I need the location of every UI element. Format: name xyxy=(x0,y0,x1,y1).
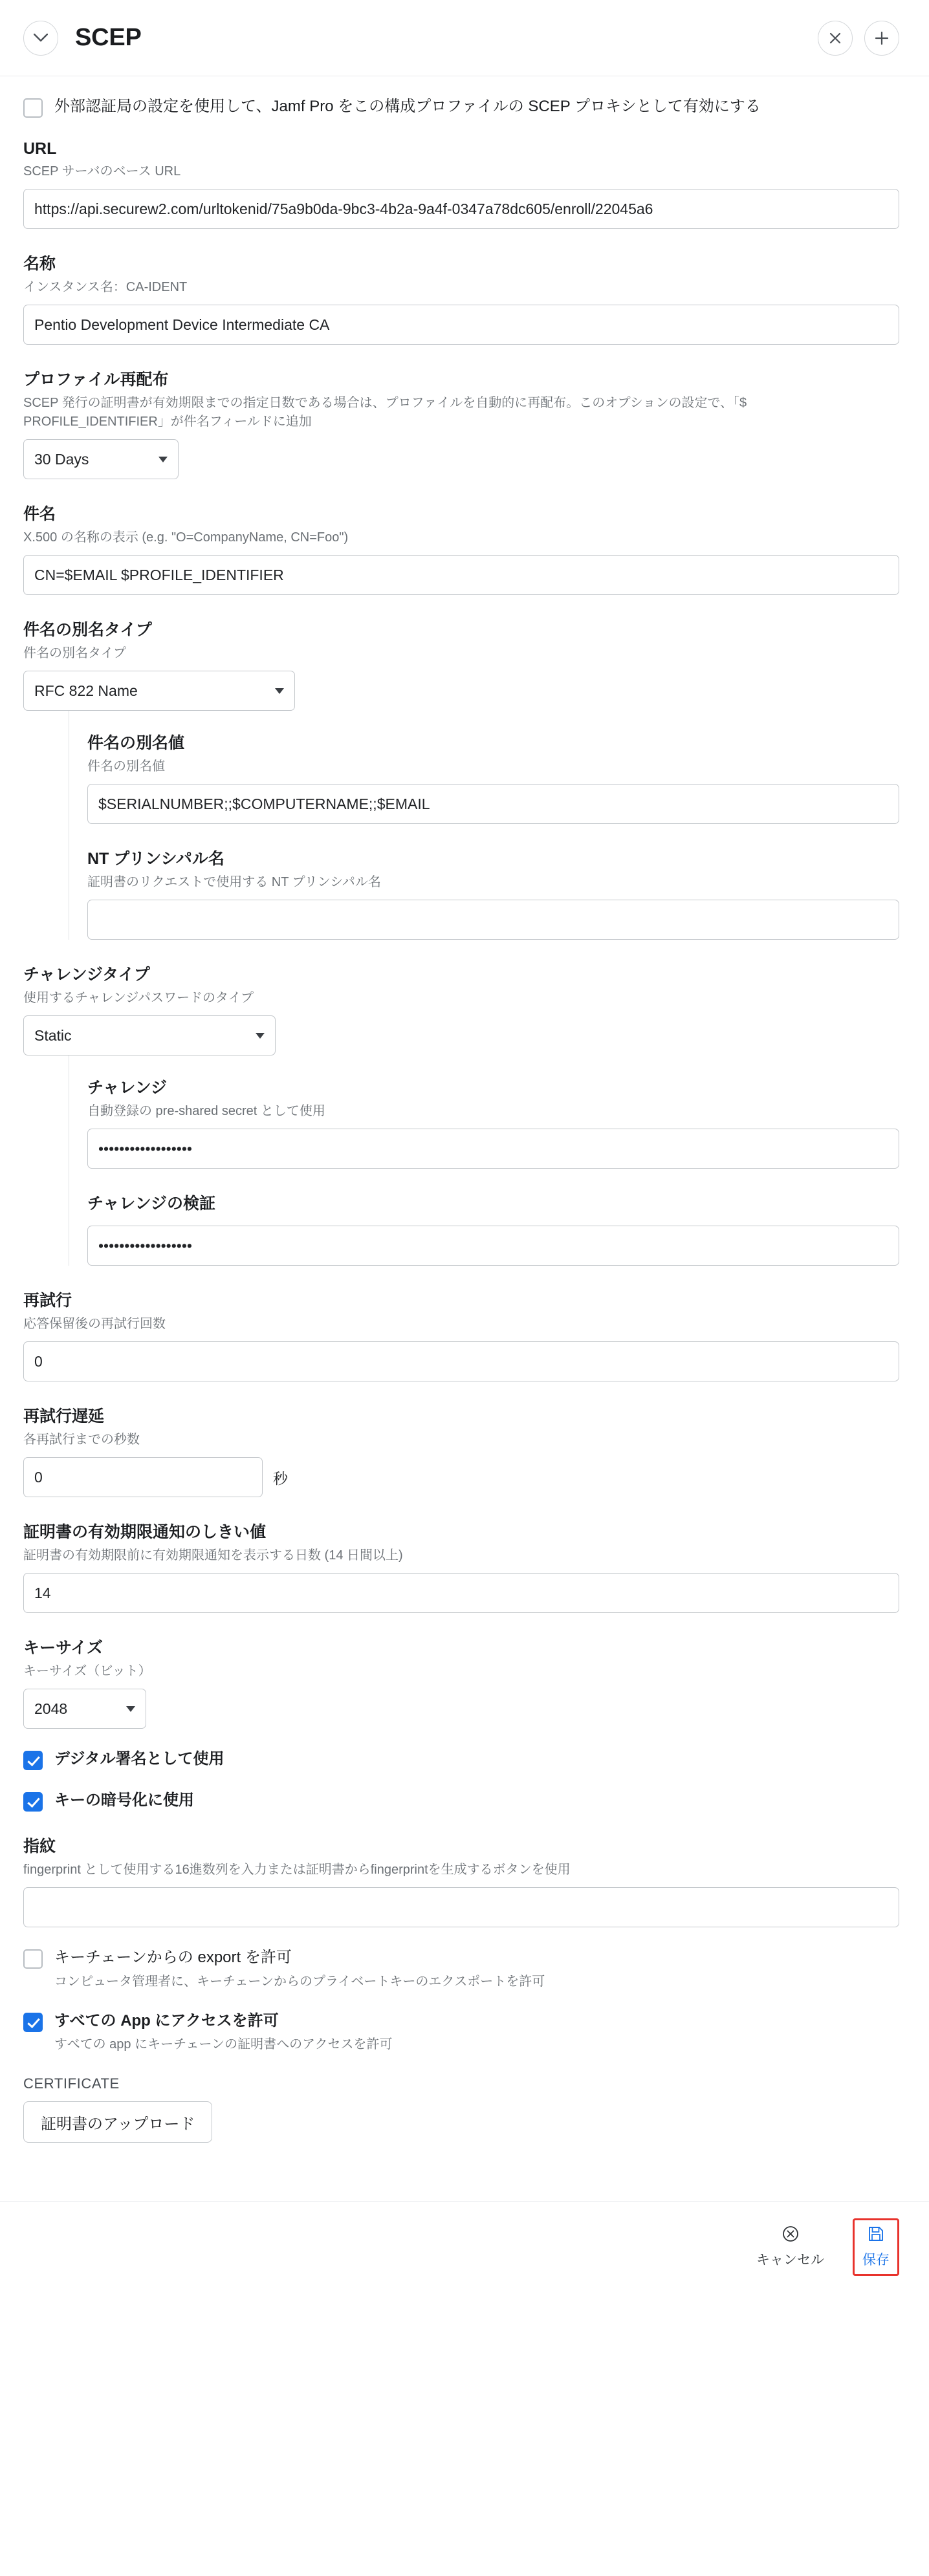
scep-proxy-text xyxy=(54,96,761,118)
url-label: URL xyxy=(23,140,57,158)
scep-proxy-checkbox-row[interactable] xyxy=(23,76,899,118)
allow-all-apps-label: すべての App にアクセスを許可 xyxy=(54,2011,279,2029)
certificate-section-title: CERTIFICATE xyxy=(23,2075,120,2092)
allow-all-apps-checkbox[interactable] xyxy=(23,2013,43,2032)
url-input[interactable] xyxy=(23,189,899,229)
panel-header xyxy=(0,0,929,76)
retries-input[interactable] xyxy=(23,1341,899,1381)
allow-export-row[interactable] xyxy=(23,1927,899,1991)
panel-body xyxy=(0,76,929,2143)
key-encipherment-row[interactable] xyxy=(23,1770,899,1812)
chevron-down-icon xyxy=(126,1706,135,1712)
chevron-down-icon xyxy=(275,688,284,694)
subject-input[interactable] xyxy=(23,555,899,595)
certificate-section xyxy=(23,2053,899,2143)
challenge-type-select[interactable] xyxy=(23,1015,276,1055)
page-title: SCEP xyxy=(75,24,142,51)
subject-alt-type-label: 件名の別名タイプ xyxy=(23,621,152,639)
save-button[interactable] xyxy=(856,2222,896,2273)
subject-alt-value-input[interactable] xyxy=(87,784,899,824)
challenge-label: チャレンジ xyxy=(87,1079,168,1097)
upload-certificate-button[interactable] xyxy=(23,2101,212,2143)
nt-principal-group xyxy=(87,824,899,940)
fingerprint-group xyxy=(23,1812,899,1927)
fingerprint-label: 指紋 xyxy=(23,1837,56,1856)
chevron-down-icon[interactable] xyxy=(23,21,58,56)
allow-export-checkbox[interactable] xyxy=(23,1949,43,1969)
challenge-sublabel: 自動登録の pre-shared secret として使用 xyxy=(87,1104,325,1118)
retries-sublabel: 応答保留後の再試行回数 xyxy=(23,1317,166,1331)
challenge-type-sublabel: 使用するチャレンジパスワードのタイプ xyxy=(23,991,254,1005)
url-sublabel: SCEP サーバのベース URL xyxy=(23,164,181,179)
panel-footer xyxy=(0,2201,929,2298)
challenge-type-label: チャレンジタイプ xyxy=(23,966,150,984)
challenge-group xyxy=(87,1055,899,1169)
close-icon[interactable] xyxy=(818,21,853,56)
redistribute-select[interactable] xyxy=(23,439,179,479)
subject-field-group xyxy=(23,479,899,595)
retry-delay-row xyxy=(23,1457,899,1497)
retry-delay-input[interactable] xyxy=(23,1457,263,1497)
save-button-highlight xyxy=(853,2218,899,2276)
url-field-group xyxy=(23,118,899,229)
redistribute-field-group xyxy=(23,345,899,479)
allow-export-sublabel: コンピュータ管理者に、キーチェーンからのプライベートキーのエクスポートを許可 xyxy=(54,1974,545,1989)
expiry-threshold-label: 証明書の有効期限通知のしきい値 xyxy=(23,1523,267,1541)
fingerprint-sublabel: fingerprint として使用する16進数列を入力または証明書からfingerprintを生成するボタンを使用 xyxy=(23,1863,571,1877)
save-button-label: 保存 xyxy=(862,2253,890,2268)
plus-icon[interactable] xyxy=(864,21,899,56)
challenge-verify-group xyxy=(87,1169,899,1266)
digital-signature-checkbox[interactable] xyxy=(23,1751,43,1770)
challenge-subgroup xyxy=(69,1055,899,1266)
challenge-verify-input[interactable] xyxy=(87,1226,899,1266)
subject-alt-subgroup xyxy=(69,711,899,940)
expiry-threshold-group xyxy=(23,1497,899,1613)
subject-label: 件名 xyxy=(23,505,56,523)
challenge-type-value: Static xyxy=(34,1026,72,1044)
expiry-threshold-sublabel: 証明書の有効期限前に有効期限通知を表示する日数 (14 日間以上) xyxy=(23,1548,403,1563)
redistribute-sublabel: SCEP 発行の証明書が有効期限までの指定日数である場合は、プロファイルを自動的に再配布。このオプションの設定で、「$ PROFILE_IDENTIFIER」が件名フィールドに追加 xyxy=(23,396,747,429)
key-size-group xyxy=(23,1613,899,1729)
fingerprint-input[interactable] xyxy=(23,1887,899,1927)
redistribute-label: プロファイル再配布 xyxy=(23,371,169,389)
allow-all-apps-row[interactable] xyxy=(23,1991,899,2054)
challenge-input[interactable] xyxy=(87,1129,899,1169)
scep-proxy-checkbox[interactable] xyxy=(23,98,43,118)
scep-proxy-label: 外部認証局の設定を使用して、Jamf Pro をこの構成プロファイルの SCEP プロキシとして有効にする xyxy=(54,98,761,115)
chevron-down-icon xyxy=(256,1033,265,1039)
digital-signature-label: デジタル署名として使用 xyxy=(54,1750,224,1768)
name-field-group xyxy=(23,229,899,345)
allow-all-apps-sublabel: すべての app にキーチェーンの証明書へのアクセスを許可 xyxy=(54,2037,393,2052)
key-size-label: キーサイズ xyxy=(23,1639,104,1657)
allow-export-label: キーチェーンからの export を許可 xyxy=(54,1949,292,1966)
nt-principal-label: NT プリンシパル名 xyxy=(87,850,224,868)
name-label: 名称 xyxy=(23,255,56,273)
key-encipherment-checkbox[interactable] xyxy=(23,1792,43,1812)
header-actions xyxy=(818,21,899,56)
nt-principal-sublabel: 証明書のリクエストで使用する NT プリンシパル名 xyxy=(87,875,381,889)
name-sublabel: インスタンス名：CA-IDENT xyxy=(23,280,188,294)
key-size-value: 2048 xyxy=(34,1700,68,1717)
retries-label: 再試行 xyxy=(23,1292,72,1310)
bottom-spacer xyxy=(0,2298,929,2324)
cancel-circle-icon xyxy=(782,2225,799,2246)
digital-signature-row[interactable] xyxy=(23,1729,899,1770)
subject-alt-value-sublabel: 件名の別名値 xyxy=(87,759,165,774)
save-disk-icon xyxy=(868,2225,884,2246)
expiry-threshold-input[interactable] xyxy=(23,1573,899,1613)
challenge-verify-label: チャレンジの検証 xyxy=(87,1195,216,1213)
retry-delay-sublabel: 各再試行までの秒数 xyxy=(23,1433,140,1447)
nt-principal-input[interactable] xyxy=(87,900,899,940)
retries-group xyxy=(23,1266,899,1381)
subject-alt-type-sublabel: 件名の別名タイプ xyxy=(23,646,126,660)
key-size-select[interactable] xyxy=(23,1689,146,1729)
redistribute-select-value: 30 Days xyxy=(34,450,89,468)
key-encipherment-label: キーの暗号化に使用 xyxy=(54,1791,194,1809)
subject-alt-type-group xyxy=(23,595,899,711)
upload-certificate-label: 証明書のアップロード xyxy=(41,2115,195,2133)
subject-alt-value-group xyxy=(87,711,899,824)
key-size-sublabel: キーサイズ（ビット） xyxy=(23,1664,151,1678)
retry-delay-unit: 秒 xyxy=(273,1469,288,1487)
subject-sublabel: X.500 の名称の表示 (e.g. "O=CompanyName, CN=Foo") xyxy=(23,530,349,545)
challenge-type-group xyxy=(23,940,899,1055)
subject-alt-type-value: RFC 822 Name xyxy=(34,682,138,699)
name-input[interactable] xyxy=(23,305,899,345)
retry-delay-group xyxy=(23,1381,899,1497)
cancel-button[interactable] xyxy=(750,2222,831,2273)
chevron-down-icon xyxy=(158,457,168,462)
retry-delay-label: 再試行遅延 xyxy=(23,1407,105,1425)
subject-alt-type-select[interactable] xyxy=(23,671,295,711)
cancel-button-label: キャンセル xyxy=(756,2253,824,2268)
subject-alt-value-label: 件名の別名値 xyxy=(87,734,185,752)
